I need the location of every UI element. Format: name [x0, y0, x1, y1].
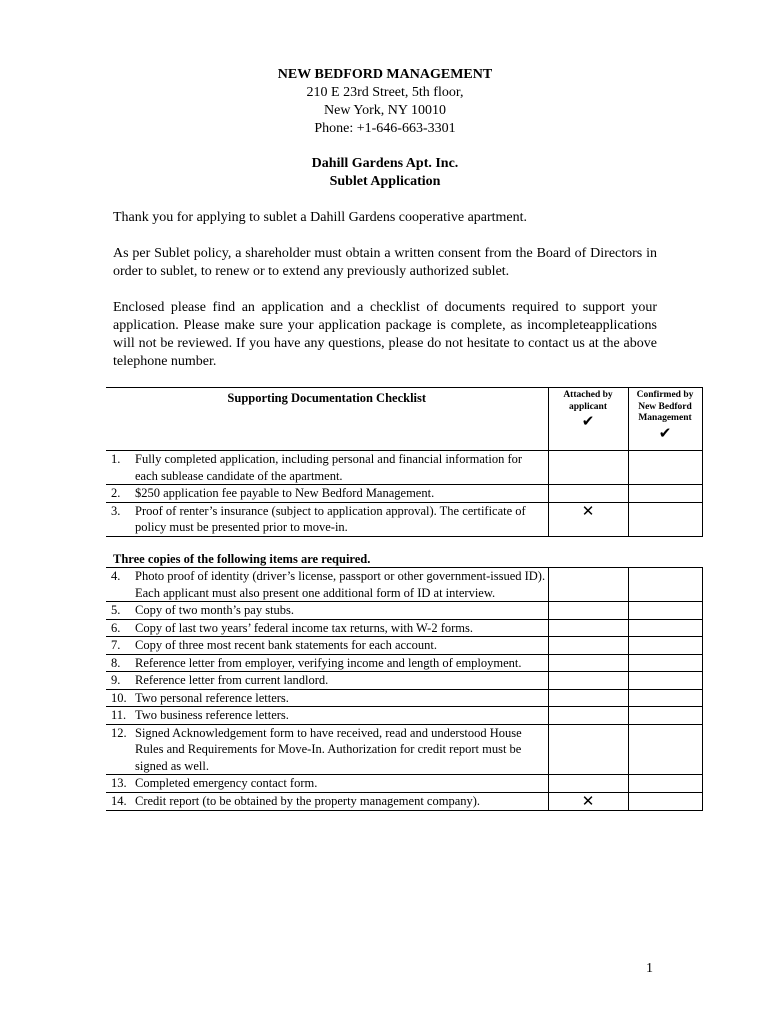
- phone-number: Phone: +1-646-663-3301: [314, 121, 456, 136]
- item-text: Reference letter from employer, verifying income and length of employment.: [135, 655, 522, 670]
- item-number: 1.: [111, 452, 121, 466]
- attached-checkbox[interactable]: [548, 502, 628, 536]
- confirmed-header: [628, 388, 702, 451]
- confirmed-checkbox[interactable]: [628, 792, 702, 811]
- attached-checkbox[interactable]: [548, 619, 628, 637]
- attached-checkbox[interactable]: [548, 654, 628, 672]
- table-row: [106, 724, 702, 775]
- table-row: [106, 619, 702, 637]
- item-number: 8.: [111, 655, 121, 670]
- confirmed-checkbox[interactable]: [628, 485, 702, 503]
- title-line-2: Sublet Application: [329, 174, 441, 189]
- confirmed-checkbox[interactable]: [628, 637, 702, 655]
- item-number: 4.: [111, 569, 121, 583]
- section-row: [106, 551, 702, 568]
- attached-checkbox[interactable]: [548, 792, 628, 811]
- checklist-header: Supporting Documentation Checklist: [106, 388, 548, 451]
- table-row: [106, 637, 702, 655]
- item-text: Copy of three most recent bank statements for each account.: [135, 638, 437, 652]
- table-row: [106, 792, 702, 811]
- x-mark-icon: ✕: [581, 791, 595, 810]
- intro-paragraph: Thank you for applying to sublet a Dahill Gardens cooperative apartment.: [113, 210, 528, 225]
- item-text: Fully completed application, including personal and financial information for each sublease candidate of the apartment.: [135, 452, 523, 483]
- attached-checkbox[interactable]: [548, 707, 628, 725]
- attached-checkbox[interactable]: [548, 568, 628, 602]
- item-number: 6.: [111, 620, 121, 635]
- item-number: 7.: [111, 638, 121, 652]
- item-text: Copy of two month’s pay stubs.: [135, 603, 295, 617]
- item-text: Proof of renter’s insurance (subject to application approval). The certificate of policy must be presented prior to move-in.: [135, 503, 526, 534]
- table-header-row: [106, 388, 702, 451]
- confirmed-checkbox[interactable]: [628, 654, 702, 672]
- item-text: Reference letter from current landlord.: [135, 673, 329, 687]
- attached-checkbox[interactable]: [548, 602, 628, 620]
- table-row: [106, 568, 702, 602]
- confirmed-checkbox[interactable]: [628, 451, 702, 485]
- item-text: Signed Acknowledgement form to have received, read and understood House Rules and Requirements for Move-In. Authorization for credit report must be signed as well.: [135, 725, 522, 773]
- table-row: [106, 485, 702, 503]
- attached-checkbox[interactable]: [548, 672, 628, 690]
- item-text: $250 application fee payable to New Bedford Management.: [135, 486, 435, 500]
- x-mark-icon: ✕: [581, 501, 595, 520]
- check-icon: ✔: [658, 423, 672, 442]
- letterhead: [0, 66, 770, 138]
- item-number: 10.: [111, 690, 127, 705]
- table-row: [106, 451, 702, 485]
- item-number: 2.: [111, 486, 121, 500]
- item-number: 11.: [111, 708, 127, 722]
- document-title: [0, 155, 770, 191]
- documentation-checklist-table: [106, 387, 703, 811]
- confirmed-checkbox[interactable]: [628, 775, 702, 793]
- item-number: 5.: [111, 603, 121, 617]
- instructions-paragraph: Enclosed please find an application and a checklist of documents required to support your application. Please make sure your application package is complete, as incompleteapplications will not be reviewed. If you have any questions, please do not hesitate to contact us at the above telephone number.: [113, 300, 657, 369]
- item-number: 13.: [111, 776, 127, 790]
- item-number: 12.: [111, 725, 127, 740]
- table-row: [106, 707, 702, 725]
- check-icon: ✔: [581, 412, 595, 430]
- item-number: 14.: [111, 793, 127, 808]
- item-number: 3.: [111, 503, 121, 518]
- policy-paragraph: As per Sublet policy, a shareholder must obtain a written consent from the Board of Directors in order to sublet, to renew or to extend any previously authorized sublet.: [113, 246, 657, 279]
- attached-checkbox[interactable]: [548, 775, 628, 793]
- company-name: NEW BEDFORD MANAGEMENT: [277, 67, 493, 82]
- confirmed-header-label: Confirmed by New Bedford Management: [636, 390, 694, 423]
- confirmed-checkbox[interactable]: [628, 602, 702, 620]
- item-text: Completed emergency contact form.: [135, 776, 318, 790]
- attached-checkbox[interactable]: [548, 724, 628, 775]
- address-line-1: 210 E 23rd Street, 5th floor,: [306, 85, 464, 100]
- item-text: Credit report (to be obtained by the property management company).: [135, 793, 481, 808]
- confirmed-checkbox[interactable]: [628, 568, 702, 602]
- item-text: Two personal reference letters.: [135, 690, 289, 705]
- item-number: 9.: [111, 673, 121, 687]
- attached-header-label: Attached by applicant: [563, 390, 613, 412]
- table-row: [106, 654, 702, 672]
- item-text: Two business reference letters.: [135, 708, 289, 722]
- page-number: 1: [646, 961, 653, 976]
- attached-header: [548, 388, 628, 451]
- section-label: Three copies of the following items are required.: [106, 551, 702, 568]
- confirmed-checkbox[interactable]: [628, 689, 702, 707]
- table-row: [106, 775, 702, 793]
- item-text: Photo proof of identity (driver’s license, passport or other government-issued ID). Each applicant must also present one additional form of ID at interview.: [135, 569, 546, 600]
- confirmed-checkbox[interactable]: [628, 672, 702, 690]
- address-line-2: New York, NY 10010: [324, 103, 446, 118]
- confirmed-checkbox[interactable]: [628, 619, 702, 637]
- table-row: [106, 689, 702, 707]
- attached-checkbox[interactable]: [548, 485, 628, 503]
- spacer-row: [106, 536, 702, 551]
- table-row: [106, 502, 702, 536]
- confirmed-checkbox[interactable]: [628, 707, 702, 725]
- attached-checkbox[interactable]: [548, 451, 628, 485]
- title-line-1: Dahill Gardens Apt. Inc.: [311, 156, 459, 171]
- item-text: Copy of last two years’ federal income tax returns, with W-2 forms.: [135, 620, 473, 635]
- attached-checkbox[interactable]: [548, 689, 628, 707]
- confirmed-checkbox[interactable]: [628, 724, 702, 775]
- table-row: [106, 602, 702, 620]
- table-row: [106, 672, 702, 690]
- attached-checkbox[interactable]: [548, 637, 628, 655]
- confirmed-checkbox[interactable]: [628, 502, 702, 536]
